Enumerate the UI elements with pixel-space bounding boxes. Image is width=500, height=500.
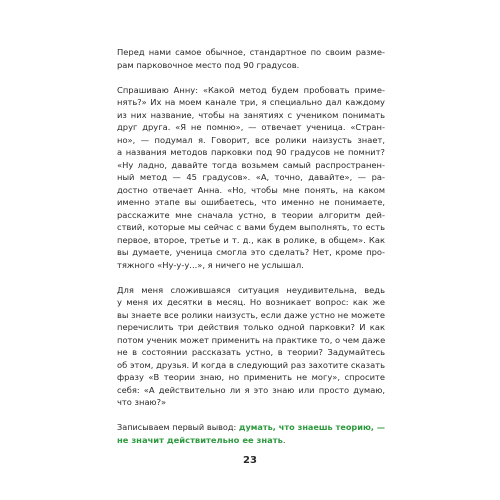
text-line: тяжного «Ну-у-у...», я ничего не услышал. xyxy=(117,259,304,270)
text-line: первое, второе, третье и т. д., как в ролике, в общем». Как xyxy=(117,234,385,245)
text-line: что знаю?» xyxy=(117,397,167,407)
text-line: ствий, которые мы сейчас с вами будем выполнять, то есть xyxy=(117,222,385,232)
text-line: Перед нами самое обычное, стандартное по своим разме- xyxy=(117,47,385,57)
text-line xyxy=(117,434,385,447)
text-line: не в состоянии рассказать устно, в теории? Задумайтесь xyxy=(117,347,385,357)
text-line: друг друга. «Я не помню», — отвечает ученица. «Стран- xyxy=(117,122,385,132)
text-line xyxy=(117,421,385,434)
text-line: потом ученик может применить на практике то, о чем даже xyxy=(117,334,386,345)
text-line: ный метод — 45 градусов». «А, точно, давайте», — ра- xyxy=(117,172,385,182)
highlighted-conclusion: думать, что знаешь теорию, — xyxy=(238,422,385,432)
text-line: именно этапе вы ошибаетесь, что именно не понимаете, xyxy=(117,197,385,207)
paragraph-1 xyxy=(117,46,385,71)
paragraph-3 xyxy=(117,284,385,409)
text-line: у меня их десятки в месяц. Но возникает вопрос: как же xyxy=(117,297,385,307)
text-line: но», — подумал я. Говорит, все ролики наизусть знает, xyxy=(117,134,385,145)
text-line: из них название, чтобы на занятиях с учеником понимать xyxy=(117,109,385,120)
highlighted-conclusion: не значит действительно ее знать xyxy=(117,434,283,445)
text-line: «Ну ладно, давайте тогда возьмем самый распространен- xyxy=(117,159,385,170)
text-line: а названия методов парковки под 90 градусов не помнит? xyxy=(117,147,385,157)
text-line: рам парковочное место под 90 градусов. xyxy=(117,59,300,70)
text-line: Для меня сложившаяся ситуация неудивительна, ведь xyxy=(117,284,385,295)
text-line: перечислить три действия только одной парковки? И как xyxy=(117,322,385,332)
text-line: достно отвечает Анна. «Но, чтобы мне понять, на каком xyxy=(117,184,385,195)
text-line: фразу «В теории знаю, но применить не могу», спросите xyxy=(117,372,385,382)
text-line: Спрашиваю Анну: «Какой метод будем пробовать приме- xyxy=(117,84,385,95)
text-column xyxy=(117,46,385,446)
conclusion-tail: . xyxy=(282,434,286,445)
text-line: себя: «А действительно ли я это знаю или просто думаю, xyxy=(117,384,385,395)
text-line: вы знаете все ролики наизусть, если даже устно не можете xyxy=(117,309,385,320)
text-line: расскажите мне сначала устно, в теории алгоритм дей- xyxy=(117,209,385,220)
page-number: 23 xyxy=(243,455,257,466)
text-line: нять?» Их на моем канале три, я специально дал каждому xyxy=(117,97,385,107)
text-line: об этом, друзья. И когда в следующий раз захотите сказать xyxy=(117,359,385,370)
conclusion-lead: Записываем первый вывод: xyxy=(117,422,239,432)
paragraph-conclusion xyxy=(117,421,385,446)
text-line: вы думаете, ученица смогла это сделать? Нет, кроме про- xyxy=(117,247,385,257)
paragraph-2 xyxy=(117,84,385,272)
